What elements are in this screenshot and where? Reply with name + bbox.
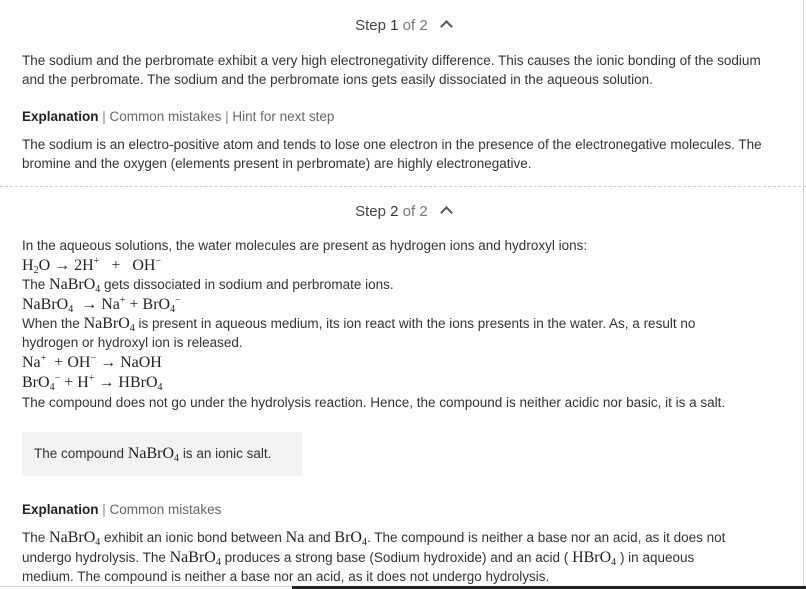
common-mistakes-tab[interactable]: Common mistakes xyxy=(109,502,222,517)
equation-water: $H_2O \to 2H^+ + OH^-$ xyxy=(22,256,162,276)
conclusion-text: The compound does not go under the hydrolysis reaction. Hence, the compound is neither acidic nor basic, it is a salt. xyxy=(22,395,726,410)
step-word: Step xyxy=(355,17,386,34)
step-1-header[interactable] xyxy=(0,17,806,34)
step-2-header[interactable] xyxy=(0,203,806,220)
equation-dissociation: NaBrO$_4$ → Na+ + BrO$_4$− xyxy=(22,295,181,315)
medium-text: When the NaBrO$_4$ is present in aqueous medium, its ion react with the ions presents in the water. As, a result no xyxy=(22,315,696,334)
step-divider xyxy=(0,186,806,187)
equation-hbro4: BrO$_4$− + H+ → HBrO$_4$ xyxy=(22,373,163,393)
step-2-explanation-tabs: Explanation | Common mistakes xyxy=(22,502,222,517)
step-2-intro: In the aqueous solutions, the water molecules are present as hydrogen ions and hydroxyl ions: xyxy=(22,238,588,253)
dissociation-text: The NaBrO$_4$ gets dissociated in sodium and perbromate ions. xyxy=(22,276,394,295)
step-1-text: The sodium and the perbromate exhibit a very high electronegativity difference. This causes the ionic bonding of the sodium and the perbromate. The sodium and the perbromate ions gets easily dissociated in the aqueous solution. xyxy=(22,53,761,87)
answer-box: The compound NaBrO$_4$ is an ionic salt. xyxy=(22,432,302,476)
chevron-up-icon[interactable] xyxy=(440,206,453,219)
explanation-tab[interactable]: Explanation xyxy=(22,109,99,124)
step-number: 1 xyxy=(390,17,399,34)
step-2-explanation-line-2: undergo hydrolysis. The NaBrO$_4$ produces a strong base (Sodium hydroxide) and an acid ( HBrO$_4$ ) in aqueous xyxy=(22,549,695,568)
common-mistakes-tab[interactable]: Common mistakes xyxy=(109,109,222,124)
step-2-explanation-line-3: medium. The compound is neither a base nor an acid, as it does not undergo hydrolysis. xyxy=(22,569,550,584)
step-2-explanation-line-1: The NaBrO$_4$ exhibit an ionic bond between Na and BrO$_4$. The compound is neither a base nor an acid, as it does not xyxy=(22,529,726,548)
step-word: Step xyxy=(355,203,386,220)
equation-naoh: Na+ + OH− → NaOH xyxy=(22,353,162,371)
step-total: of 2 xyxy=(402,203,428,220)
hint-next-step-tab[interactable]: Hint for next step xyxy=(232,109,335,124)
step-total: of 2 xyxy=(402,17,428,34)
step-1-explanation-tabs: Explanation | Common mistakes | Hint for next step xyxy=(22,109,335,124)
medium-text-2: hydrogen or hydroxyl ion is released. xyxy=(22,335,243,350)
step-number: 2 xyxy=(390,203,399,220)
chevron-up-icon[interactable] xyxy=(440,20,453,33)
explanation-tab[interactable]: Explanation xyxy=(22,502,99,517)
step-1-explanation-text: The sodium is an electro-positive atom and tends to lose one electron in the presence of the electronegative molecules. The bromine and the oxygen (elements present in perbromate) are highly electronegative. xyxy=(22,137,762,171)
